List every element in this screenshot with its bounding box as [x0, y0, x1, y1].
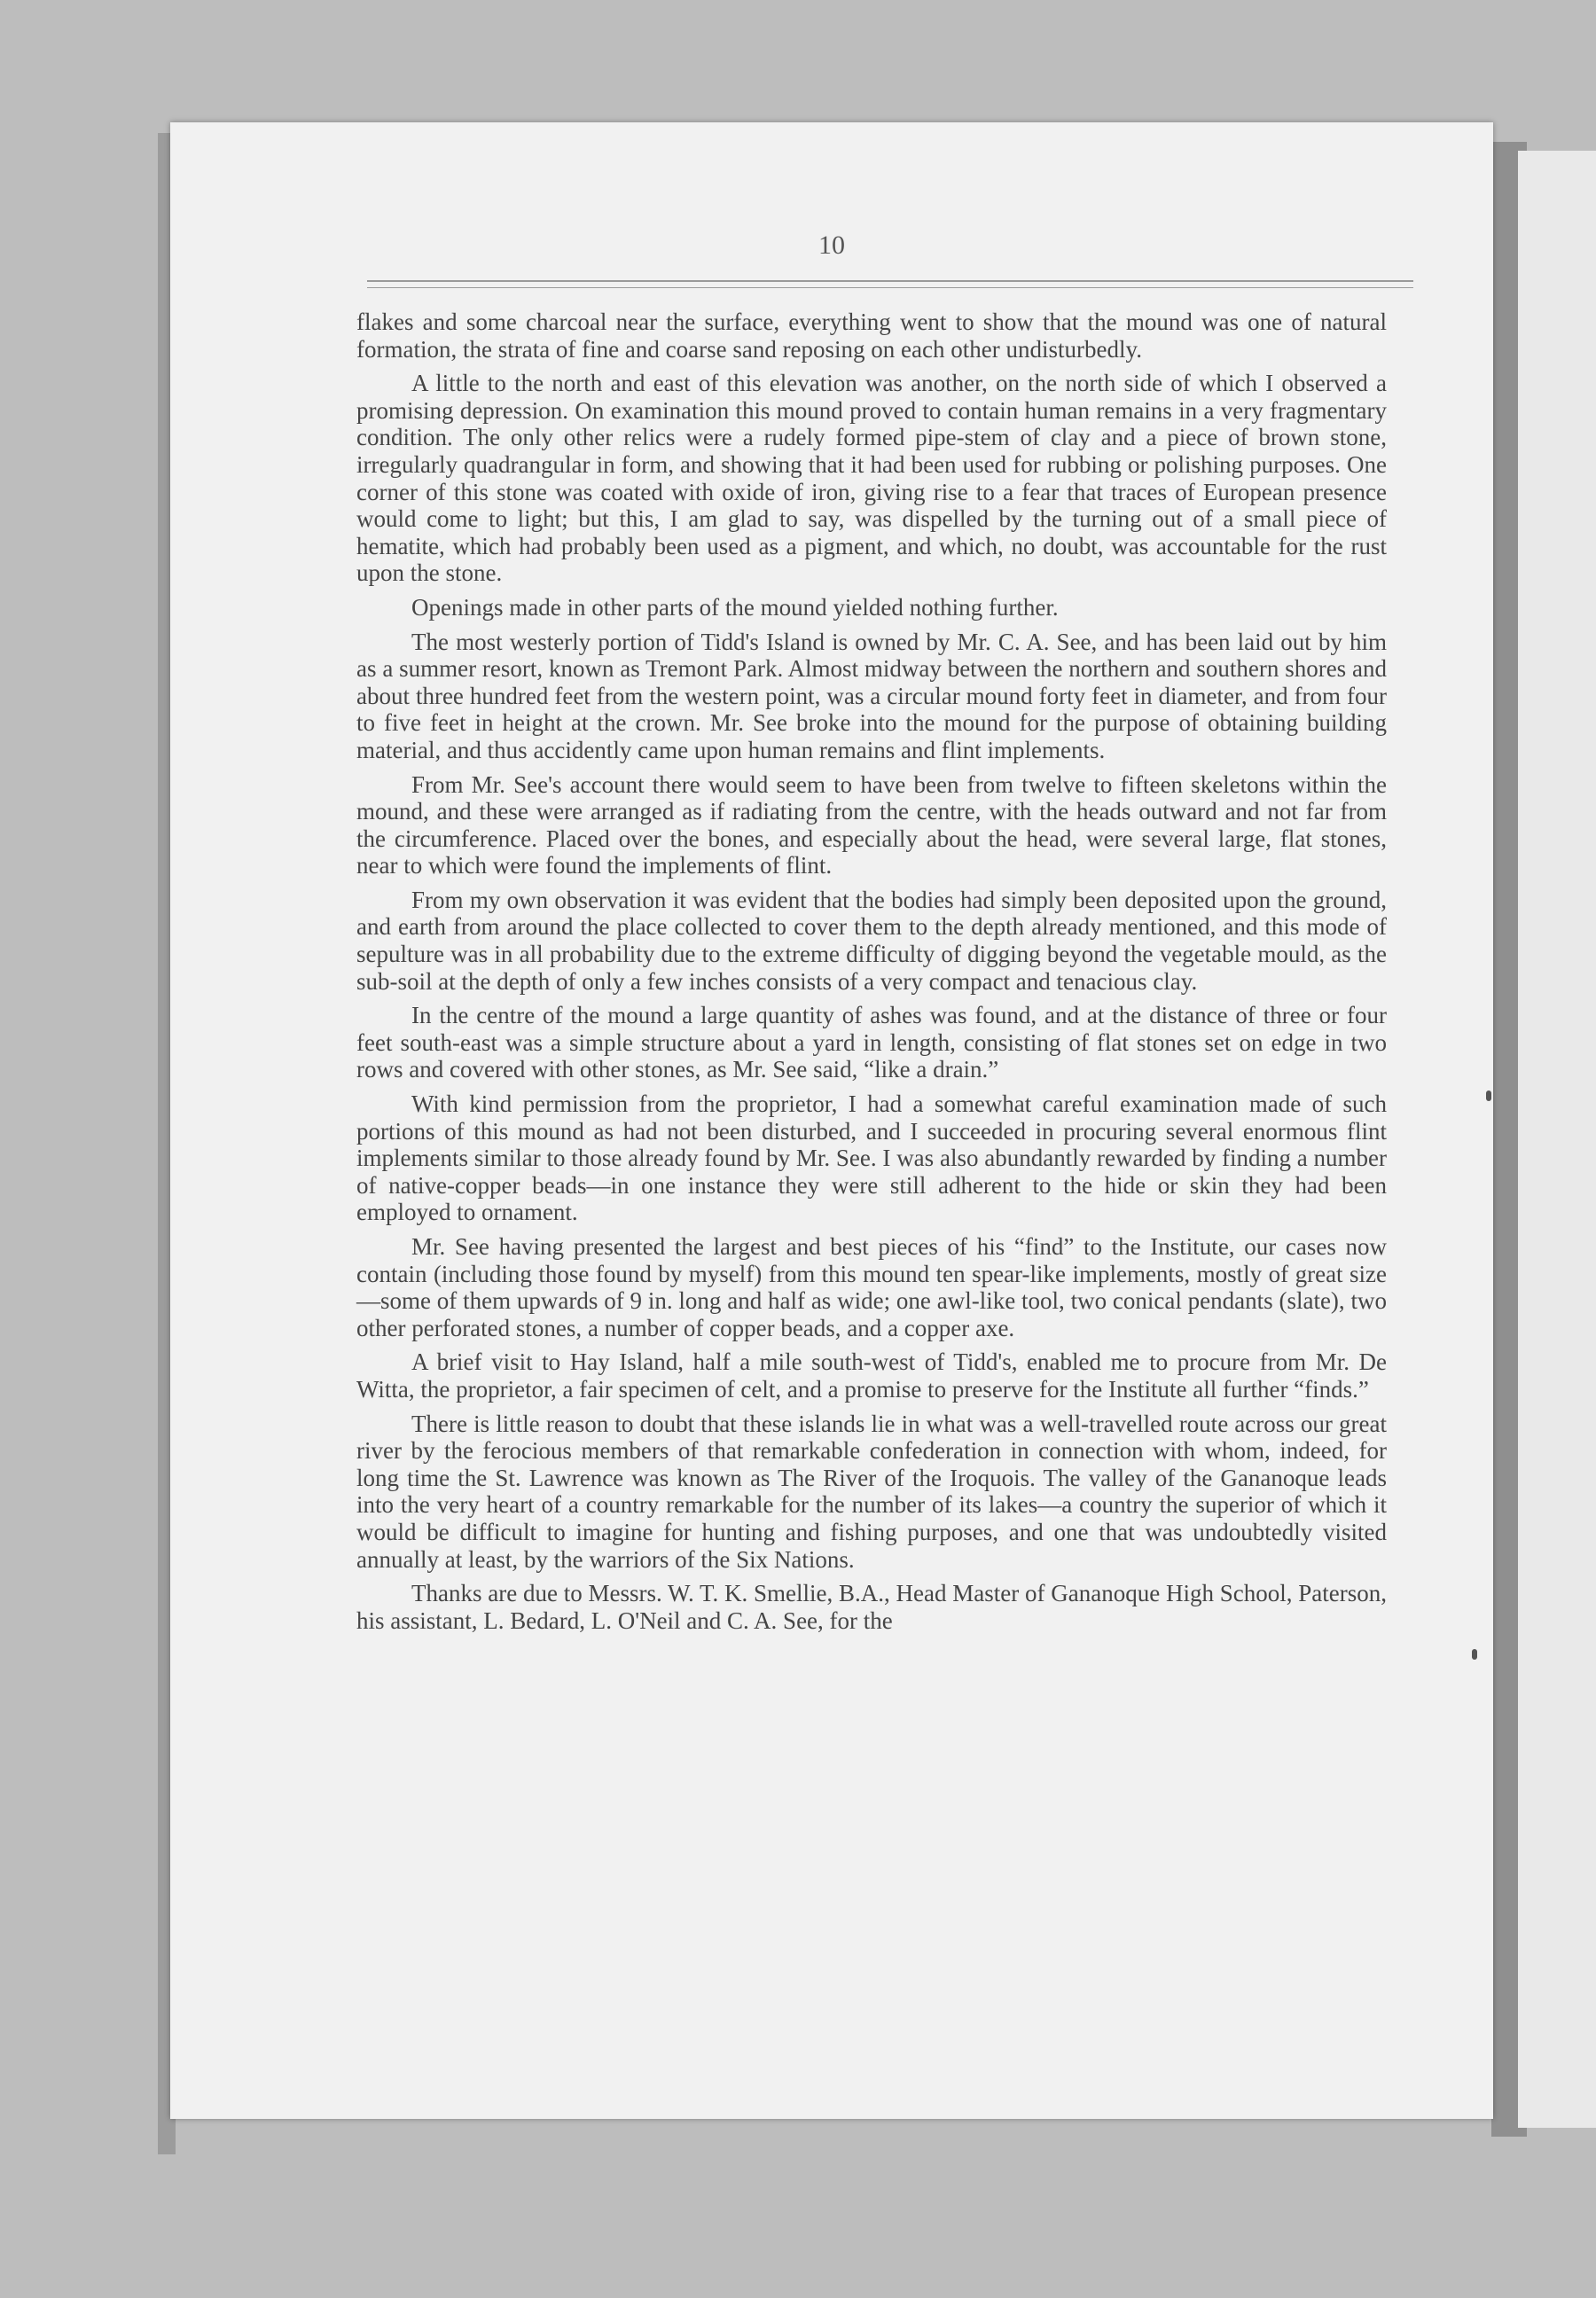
paragraph: Mr. See having presented the largest and best pieces of his “find” to the Institute, our cases now contain (including those found by myself) from this mound ten spear-like implements, mostly of great size—some of them upwards of 9 in. long and half as wide; one awl-like tool, two conical pendants (slate), two other perforated stones, a number of copper beads, and a copper axe. [356, 1233, 1387, 1341]
paragraph: Thanks are due to Messrs. W. T. K. Smellie, B.A., Head Master of Gananoque High School, Paterson, his assistant, L. Bedard, L. O'Neil and C. A. See, for the [356, 1580, 1387, 1634]
scanned-page [170, 122, 1493, 2119]
header-rule-thin [367, 287, 1413, 288]
paragraph: Openings made in other parts of the mound yielded nothing further. [411, 593, 1059, 621]
paragraph: From Mr. See's account there would seem to have been from twelve to fifteen skeletons within the mound, and these were arranged as if radiating from the centre, with the heads outward and not far from the circumference. Placed over the bones, and especially about the head, were several large, flat stones, near to which were found the implements of flint. [356, 770, 1387, 879]
header-rule [367, 280, 1413, 282]
paragraph: A brief visit to Hay Island, half a mile south-west of Tidd's, enabled me to procure from Mr. De Witta, the proprietor, a fair specimen of celt, and a promise to preserve for the Institute all further “finds.” [356, 1348, 1387, 1403]
paragraph: There is little reason to doubt that these islands lie in what was a well-travelled route across our great river by the ferocious members of that remarkable confederation in connection with whom, indeed, for long time the St. Lawrence was known as The River of the Iroquois. The valley of the Gananoque leads into the very heart of a country remarkable for the number of its lakes—a country the superior of which it would be difficult to imagine for hunting and fishing purposes, and one that was undoubtedly visited annually at least, by the warriors of the Six Nations. [356, 1410, 1387, 1573]
facing-page-edge [1518, 151, 1596, 2128]
paragraph: With kind permission from the proprietor, I had a somewhat careful examination made of such portions of this mound as had not been disturbed, and I succeeded in procuring several enormous flint implements similar to those already found by Mr. See. I was also abundantly rewarded by finding a number of native-copper beads—in one instance they were still adherent to the hide or skin they had been employed to ornament. [356, 1090, 1387, 1226]
paragraph: flakes and some charcoal near the surface, everything went to show that the mound was one of natural formation, the strata of fine and coarse sand reposing on each other undisturbedly. [356, 309, 1387, 363]
page-number: 10 [818, 231, 845, 260]
paragraph: From my own observation it was evident that the bodies had simply been deposited upon the ground, and earth from around the place collected to cover them to the depth already mentioned, and this mode of sepulture was in all probability due to the extreme difficulty of digging beyond the vegetable mould, as the sub-soil at the depth of only a few inches consists of a very compact and tenacious clay. [356, 886, 1387, 995]
paragraph: The most westerly portion of Tidd's Island is owned by Mr. C. A. See, and has been laid out by him as a summer resort, known as Tremont Park. Almost midway between the northern and southern shores and about three hundred feet from the western point, was a circular mound forty feet in diameter, and from four to five feet in height at the crown. Mr. See broke into the mound for the purpose of obtaining building material, and thus accidently came upon human remains and flint implements. [356, 628, 1387, 763]
paragraph: A little to the north and east of this elevation was another, on the north side of which I observed a promising depression. On examination this mound proved to contain human remains in a very fragmentary condition. The only other relics were a rudely formed pipe-stem of clay and a piece of brown stone, irregularly quadrangular in form, and showing that it had been used for rubbing or polishing purposes. One corner of this stone was coated with oxide of iron, giving rise to a fear that traces of European presence would come to light; but this, I am glad to say, was dispelled by the turning out of a small piece of hematite, which had probably been used as a pigment, and which, no doubt, was accountable for the rust upon the stone. [356, 370, 1387, 587]
body-text [356, 309, 1387, 1634]
scan-speck [1486, 1090, 1491, 1101]
paragraph: In the centre of the mound a large quantity of ashes was found, and at the distance of three or four feet south-east was a simple structure about a yard in length, consisting of flat stones set on edge in two rows and covered with other stones, as Mr. See said, “like a drain.” [356, 1002, 1387, 1083]
scan-speck [1472, 1649, 1477, 1660]
